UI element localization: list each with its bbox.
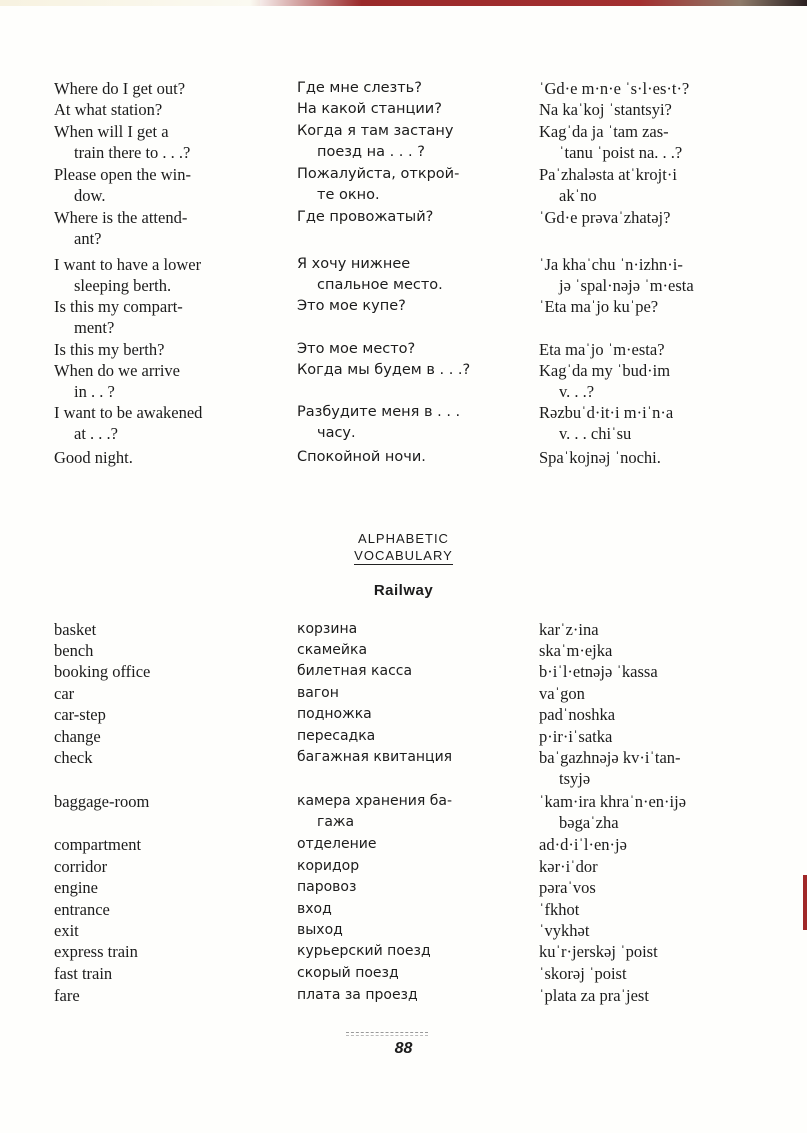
vocab-english — [54, 661, 254, 682]
vocab-transcription-line: tsyjə — [559, 769, 591, 788]
vocab-transcription-line: padˈnoshka — [539, 705, 616, 724]
book-cover-edge-top — [250, 0, 807, 6]
vocab-transcription — [539, 856, 749, 877]
vocab-transcription-line: b·iˈl·etnəjə ˈkassa — [539, 662, 658, 681]
phrase-english-line: At what station? — [54, 100, 163, 119]
phrase-english-line: I want to be awakened — [54, 403, 203, 422]
vocab-english — [54, 877, 254, 898]
phrase-english-line: train there to . . .? — [74, 143, 191, 162]
vocab-english-line: fare — [54, 986, 80, 1005]
phrase-russian — [297, 254, 497, 296]
phrase-english-line: dow. — [74, 186, 106, 205]
vocab-english-line: change — [54, 727, 101, 746]
phrase-russian — [297, 402, 497, 444]
phrase-transcription-line: akˈno — [559, 186, 597, 205]
vocab-english-line: corridor — [54, 857, 108, 876]
vocab-russian — [297, 619, 497, 640]
phrase-russian — [297, 78, 497, 99]
phrase-russian — [297, 99, 497, 120]
vocab-russian — [297, 640, 497, 661]
vocab-english — [54, 834, 254, 855]
phrase-english — [54, 360, 254, 402]
phrase-english — [54, 339, 254, 360]
phrase-english-line: Good night. — [54, 448, 133, 467]
phrase-russian-line: Я хочу нижнее — [297, 256, 411, 272]
vocab-transcription — [539, 941, 749, 962]
phrase-english-line: When will I get a — [54, 122, 169, 141]
book-cover-edge-right — [803, 875, 807, 930]
vocab-english — [54, 704, 254, 725]
phrase-english-line: ant? — [74, 229, 102, 248]
phrase-russian-line: Когда мы будем в . . .? — [297, 362, 471, 378]
vocab-russian-line: выход — [297, 922, 343, 938]
phrase-transcription-line: Paˈzhaləsta atˈkrojt·i — [539, 165, 677, 184]
vocab-transcription-line: vaˈgon — [539, 684, 585, 703]
vocab-russian — [297, 704, 497, 725]
vocab-transcription — [539, 963, 749, 984]
vocab-russian — [297, 834, 497, 855]
vocab-english — [54, 920, 254, 941]
vocab-transcription-line: kər·iˈdor — [539, 857, 598, 876]
phrase-transcription — [539, 99, 749, 120]
vocab-english — [54, 791, 254, 812]
vocab-transcription-line: ˈfkhot — [539, 900, 580, 919]
phrase-english-line: in . . ? — [74, 382, 115, 401]
vocab-transcription — [539, 683, 749, 704]
phrase-russian-line: На какой станции? — [297, 101, 442, 117]
phrase-transcription-line: ˈEta maˈjo kuˈpe? — [539, 297, 659, 316]
phrase-transcription-line: v. . .? — [559, 382, 595, 401]
vocab-transcription-line: baˈgazhnəjə kv·iˈtan- — [539, 748, 681, 767]
vocab-russian — [297, 683, 497, 704]
vocab-russian — [297, 963, 497, 984]
phrase-transcription — [539, 296, 749, 317]
vocab-russian — [297, 747, 497, 768]
vocab-russian — [297, 791, 497, 833]
vocab-russian-line: вагон — [297, 685, 339, 701]
phrase-english-line: Please open the win- — [54, 165, 192, 184]
vocab-transcription — [539, 920, 749, 941]
phrase-transcription-line: Spaˈkojnəj ˈnochi. — [539, 448, 661, 467]
phrase-russian-line: Где провожатый? — [297, 209, 434, 225]
phrase-transcription-line: ˈJa khaˈchu ˈn·izhn·i- — [539, 255, 683, 274]
vocab-russian-line: подножка — [297, 706, 372, 722]
phrase-russian-line: те окно. — [317, 187, 380, 203]
phrase-english-line: sleeping berth. — [74, 276, 172, 295]
phrase-english-line: ment? — [74, 318, 115, 337]
vocab-english — [54, 856, 254, 877]
vocab-english — [54, 747, 254, 768]
phrase-english-line: Where is the attend- — [54, 208, 188, 227]
vocab-transcription-line: ad·d·iˈl·en·jə — [539, 835, 627, 854]
vocab-english — [54, 640, 254, 661]
phrase-russian-line: Это мое место? — [297, 341, 416, 357]
vocab-english-line: booking office — [54, 662, 151, 681]
phrase-english — [54, 121, 254, 163]
vocab-transcription — [539, 877, 749, 898]
phrase-english — [54, 99, 254, 120]
vocab-russian-line: курьерский поезд — [297, 943, 431, 959]
phrase-russian-line: спальное место. — [317, 277, 443, 293]
vocab-russian-line: скорый поезд — [297, 965, 399, 981]
phrase-transcription-line: ˈGd·e prəvaˈzhatəj? — [539, 208, 671, 227]
vocab-english-line: fast train — [54, 964, 113, 983]
phrase-transcription — [539, 402, 749, 444]
phrase-transcription-line: v. . . chiˈsu — [559, 424, 632, 443]
phrase-transcription — [539, 78, 749, 99]
phrase-english — [54, 447, 254, 468]
phrase-transcription-line: Na kaˈkoj ˈstantsyi? — [539, 100, 672, 119]
phrase-russian — [297, 121, 497, 163]
vocab-russian — [297, 920, 497, 941]
phrase-english — [54, 254, 254, 296]
vocab-english — [54, 941, 254, 962]
vocab-transcription-line: kuˈr·jerskəj ˈpoist — [539, 942, 658, 961]
vocab-transcription — [539, 619, 749, 640]
vocab-transcription — [539, 985, 749, 1006]
vocab-transcription — [539, 747, 749, 789]
vocab-transcription-line: ˈskorəj ˈpoist — [539, 964, 627, 983]
vocab-transcription — [539, 726, 749, 747]
phrase-russian — [297, 296, 497, 317]
vocab-transcription-line: p·ir·iˈsatka — [539, 727, 613, 746]
phrase-transcription-line: Eta maˈjo ˈm·esta? — [539, 340, 665, 359]
phrase-english — [54, 164, 254, 206]
vocab-russian — [297, 661, 497, 682]
vocab-transcription — [539, 834, 749, 855]
vocab-english — [54, 899, 254, 920]
vocab-english-line: compartment — [54, 835, 142, 854]
vocab-transcription-line: ˈplata za praˈjest — [539, 986, 649, 1005]
phrase-transcription — [539, 121, 749, 163]
phrase-english — [54, 402, 254, 444]
vocab-russian — [297, 899, 497, 920]
vocab-english-line: express train — [54, 942, 138, 961]
vocab-russian — [297, 726, 497, 747]
vocab-english-line: exit — [54, 921, 79, 940]
vocab-transcription-line: pəraˈvos — [539, 878, 596, 897]
vocab-transcription-line: bəgaˈzha — [559, 813, 619, 832]
vocab-russian-line: пересадка — [297, 728, 376, 744]
section-heading-line1: ALPHABETIC — [358, 531, 449, 546]
phrase-transcription-line: Kagˈda ja ˈtam zas- — [539, 122, 669, 141]
phrase-english — [54, 78, 254, 99]
vocab-russian-line: камера хранения ба- — [297, 793, 453, 809]
vocab-english-line: baggage-room — [54, 792, 150, 811]
page-number: 88 — [394, 1040, 413, 1057]
vocab-english — [54, 963, 254, 984]
footer-rule — [346, 1032, 428, 1036]
phrase-english-line: Where do I get out? — [54, 79, 186, 98]
phrase-english-line: Is this my compart- — [54, 297, 183, 316]
phrase-russian-line: Разбудите меня в . . . — [297, 404, 461, 420]
phrase-russian-line: Когда я там застану — [297, 123, 454, 139]
phrase-russian — [297, 207, 497, 228]
phrase-transcription — [539, 339, 749, 360]
phrase-transcription-line: Rəzbuˈd·it·i m·iˈn·a — [539, 403, 674, 422]
phrase-russian-line: Где мне слезть? — [297, 80, 422, 96]
vocab-english — [54, 619, 254, 640]
vocab-transcription-line: skaˈm·ejka — [539, 641, 613, 660]
vocab-transcription-line: karˈz·ina — [539, 620, 599, 639]
vocab-english-line: check — [54, 748, 93, 767]
vocab-english — [54, 683, 254, 704]
phrase-transcription — [539, 164, 749, 206]
vocab-russian-line: вход — [297, 901, 332, 917]
phrase-russian-line: Пожалуйста, открой- — [297, 166, 460, 182]
vocab-russian-line: паровоз — [297, 879, 357, 895]
vocab-transcription-line: ˈkam·ira khraˈn·en·ijə — [539, 792, 687, 811]
vocab-transcription — [539, 899, 749, 920]
vocab-english-line: car — [54, 684, 75, 703]
vocab-english — [54, 985, 254, 1006]
phrase-transcription — [539, 207, 749, 228]
vocab-transcription — [539, 704, 749, 725]
vocab-russian — [297, 941, 497, 962]
section-heading — [0, 530, 807, 564]
phrase-russian — [297, 339, 497, 360]
phrase-english-line: Is this my berth? — [54, 340, 165, 359]
vocab-russian — [297, 877, 497, 898]
phrase-russian — [297, 447, 497, 468]
section-heading-line2: VOCABULARY — [354, 548, 453, 563]
vocab-russian-line: отделение — [297, 836, 377, 852]
phrase-transcription-line: Kagˈda my ˈbud·im — [539, 361, 671, 380]
vocab-russian-line: плата за проезд — [297, 987, 418, 1003]
vocab-english — [54, 726, 254, 747]
page-top-shading — [0, 0, 260, 6]
phrase-transcription — [539, 254, 749, 296]
vocab-transcription-line: ˈvykhət — [539, 921, 590, 940]
phrase-russian — [297, 360, 497, 381]
phrase-english — [54, 207, 254, 249]
phrase-english-line: at . . .? — [74, 424, 118, 443]
phrase-russian-line: Спокойной ночи. — [297, 449, 426, 465]
vocab-english-line: entrance — [54, 900, 110, 919]
vocab-english-line: bench — [54, 641, 94, 660]
phrase-russian — [297, 164, 497, 206]
vocab-russian-line: билетная касса — [297, 663, 413, 679]
phrase-english — [54, 296, 254, 338]
vocab-russian — [297, 985, 497, 1006]
vocab-transcription — [539, 791, 749, 833]
vocab-russian-line: скамейка — [297, 642, 368, 658]
phrase-english-line: When do we arrive — [54, 361, 180, 380]
phrase-russian-line: часу. — [317, 425, 356, 441]
vocab-russian-line: гажа — [317, 814, 355, 830]
vocab-russian-line: корзина — [297, 621, 358, 637]
vocab-transcription — [539, 661, 749, 682]
section-subheading: Railway — [373, 582, 434, 599]
vocab-english-line: engine — [54, 878, 98, 897]
phrase-transcription — [539, 360, 749, 402]
phrase-russian-line: Это мое купе? — [297, 298, 406, 314]
phrase-russian-line: поезд на . . . ? — [317, 144, 425, 160]
phrase-transcription-line: jə ˈspal·nəjə ˈm·esta — [559, 276, 694, 295]
vocab-transcription — [539, 640, 749, 661]
vocab-english-line: car-step — [54, 705, 106, 724]
vocab-russian-line: багажная квитанция — [297, 749, 453, 765]
vocab-english-line: basket — [54, 620, 97, 639]
vocab-russian — [297, 856, 497, 877]
phrase-transcription — [539, 447, 749, 468]
phrase-transcription-line: ˈGd·e m·n·e ˈs·l·es·t·? — [539, 79, 690, 98]
phrase-transcription-line: ˈtanu ˈpoist na. . .? — [559, 143, 683, 162]
phrase-english-line: I want to have a lower — [54, 255, 202, 274]
vocab-russian-line: коридор — [297, 858, 360, 874]
